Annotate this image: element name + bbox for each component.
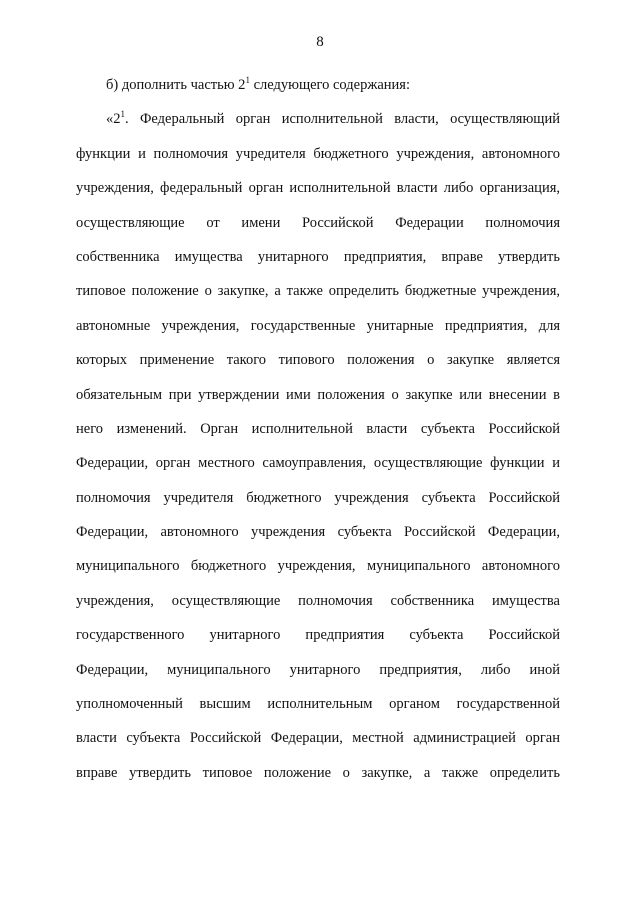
text-line: Федерации, автономного учреждения субъекта Российской Федерации, [76,524,560,541]
text-line: которых применение такого типового положения о закупке является [76,352,560,369]
text-line: государственного унитарного предприятия субъекта Российской [76,627,560,644]
text-line: обязательным при утверждении ими положения о закупке или внесении в [76,386,560,403]
text-line: власти субъекта Российской Федерации, местной администрацией орган [76,730,560,747]
text-line: собственника имущества унитарного предприятия, вправе утвердить [76,248,560,265]
text-line: муниципального бюджетного учреждения, муниципального автономного [76,558,560,575]
superscript: 1 [245,75,250,85]
text-line: Федерации, орган местного самоуправления, осуществляющие функции и [76,455,560,472]
document-body [76,68,560,790]
text-line: типовое положение о закупке, а также определить бюджетные учреждения, [76,283,560,300]
text-line: автономные учреждения, государственные унитарные предприятия, для [76,317,560,334]
superscript: 1 [120,109,125,120]
text-line: функции и полномочия учредителя бюджетного учреждения, автономного [76,145,560,162]
text-line: вправе утвердить типовое положение о закупке, а также определить [76,764,560,781]
text-line: учреждения, осуществляющие полномочия собственника имущества [76,592,560,609]
text-line: Федерации, муниципального унитарного предприятия, либо иной [76,661,560,678]
text-line: учреждения, федеральный орган исполнительной власти либо организация, [76,180,560,197]
text-line: осуществляющие от имени Российской Федерации полномочия [76,214,560,231]
page-number: 8 [316,34,324,50]
text-line: уполномоченный высшим исполнительным органом государственной [76,696,560,713]
paragraph-first-line: «$2^1$. Федеральный орган исполнительной власти, осуществляющий [106,109,560,128]
intro-line: б) дополнить частью $2^1$ следующего содержания: [106,75,411,93]
text-line: него изменений. Орган исполнительной власти субъекта Российской [76,420,560,437]
text-line: полномочия учредителя бюджетного учреждения субъекта Российской [76,489,560,506]
